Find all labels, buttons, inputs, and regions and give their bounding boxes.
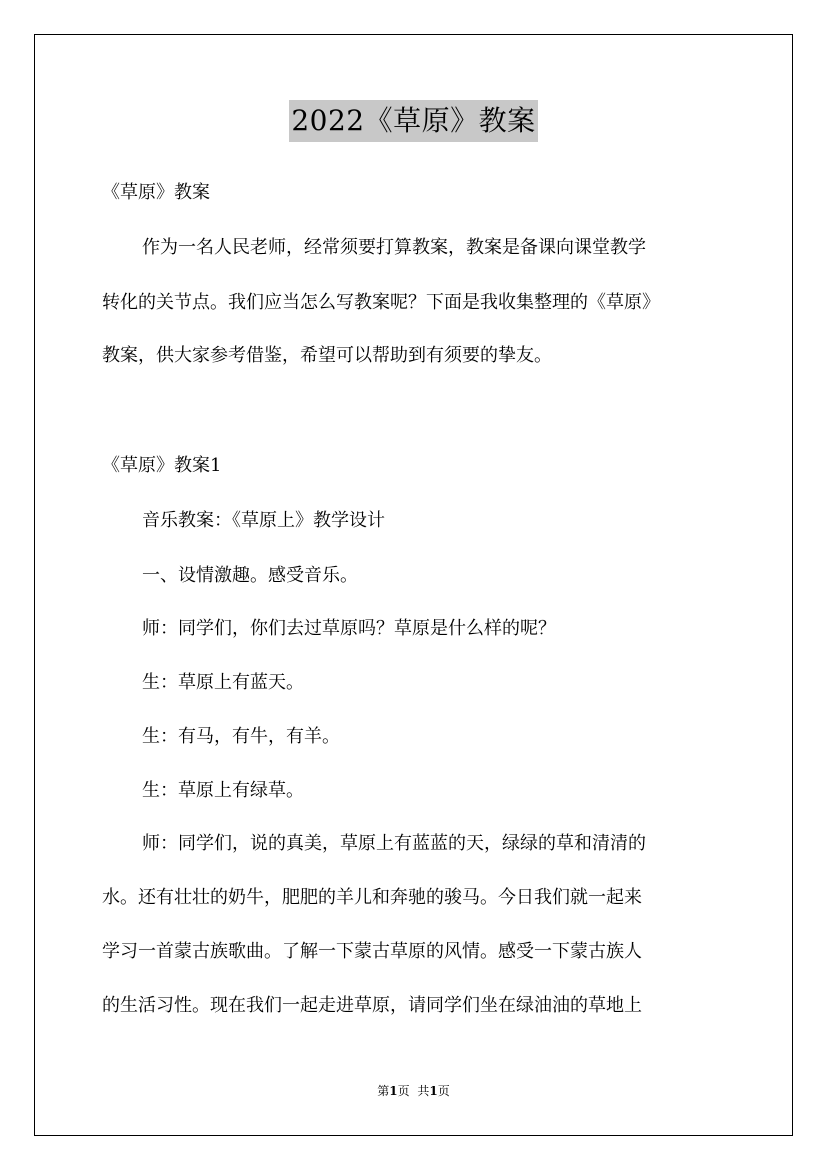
footer-page-suffix: 页 xyxy=(397,1084,410,1098)
intro-line-2: 转化的关节点。我们应当怎么写教案呢？下面是我收集整理的《草原》 xyxy=(102,292,660,313)
footer-page-current: 1 xyxy=(389,1084,398,1098)
body-line-1: 音乐教案：《草原上》教学设计 xyxy=(142,510,385,531)
body-line-5: 生：有马，有牛，有羊。 xyxy=(142,726,340,747)
paragraph-line-1: 师：同学们，说的真美，草原上有蓝蓝的天，绿绿的草和清清的 xyxy=(142,833,646,854)
document-title: 2022《草原》教案 xyxy=(289,100,537,142)
footer-page-total: 1 xyxy=(429,1084,438,1098)
page-footer xyxy=(0,1082,827,1100)
paragraph-line-2: 水。还有壮壮的奶牛，肥肥的羊儿和奔驰的骏马。今日我们就一起来 xyxy=(102,887,642,908)
footer-page-prefix: 第 xyxy=(377,1084,390,1098)
paragraph-line-4: 的生活习性。现在我们一起走进草原，请同学们坐在绿油油的草地上 xyxy=(102,995,642,1016)
body-line-4: 生：草原上有蓝天。 xyxy=(142,672,304,693)
lesson-heading: 《草原》教案1 xyxy=(102,455,222,476)
section-heading: 《草原》教案 xyxy=(102,182,210,203)
body-line-3: 师：同学们，你们去过草原吗？草原是什么样的呢？ xyxy=(142,618,556,639)
body-line-2: 一、设情激趣。感受音乐。 xyxy=(142,565,358,586)
paragraph-line-3: 学习一首蒙古族歌曲。了解一下蒙古草原的风情。感受一下蒙古族人 xyxy=(102,941,642,962)
intro-line-3: 教案，供大家参考借鉴，希望可以帮助到有须要的挚友。 xyxy=(102,345,552,366)
intro-line-1: 作为一名人民老师，经常须要打算教案，教案是备课向课堂教学 xyxy=(142,237,646,258)
footer-total-suffix: 页 xyxy=(437,1084,450,1098)
body-line-6: 生：草原上有绿草。 xyxy=(142,780,304,801)
footer-total-prefix: 共 xyxy=(417,1084,430,1098)
title-container xyxy=(0,100,827,142)
